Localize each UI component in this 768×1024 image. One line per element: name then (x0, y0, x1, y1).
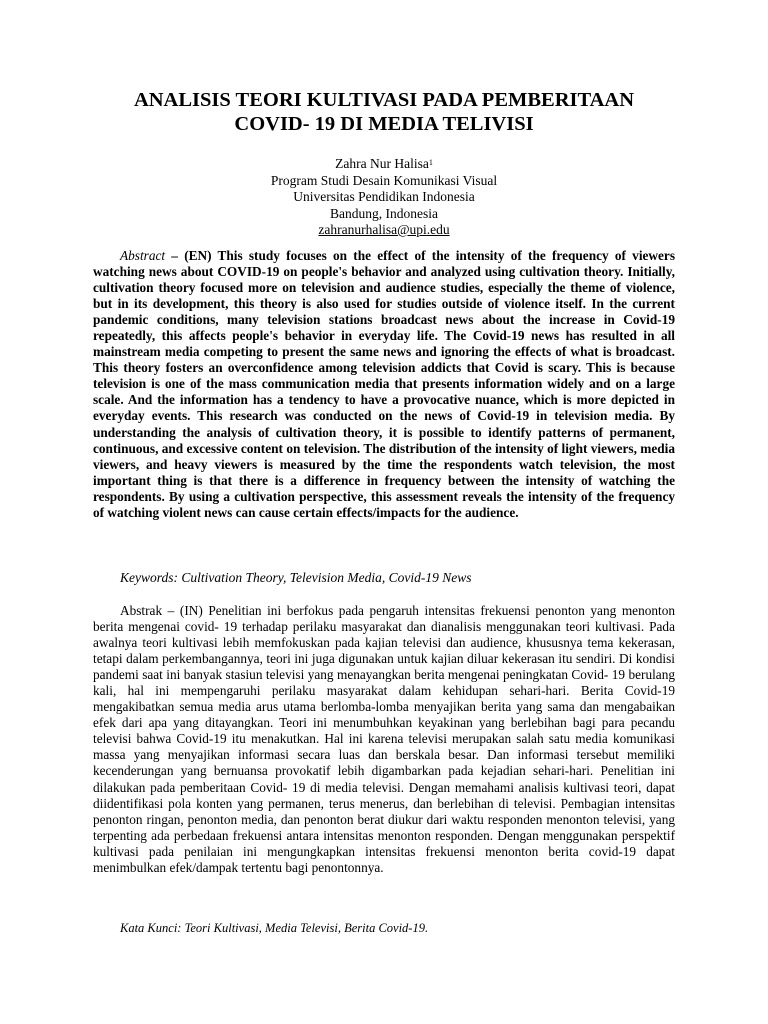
abstract-en-lead: Abstract (120, 248, 166, 263)
author-superscript: 1 (428, 158, 433, 167)
abstract-in-body: (IN) Penelitian ini berfokus pada pengaruh intensitas frekuensi penonton yang menonton berita mengenai covid- 19 terhadap perilaku masyarakat dan dianalisis menggunakan teori kultivasi. Pada awalnya teori kultivasi lebih memfokuskan pada kajian televisi dan audience, khususnya tema kekerasan, tetapi dalam perkembangannya, teori ini juga digunakan untuk kajian diluar kekerasan itu sendiri. Di kondisi pandemi saat ini banyak stasiun televisi yang menayangkan berita mengenai peningkatan Covid- 19 berulang kali, hal ini mempengaruhi perilaku masyarakat dalam kehidupan sehari-hari. Berita Covid-19 mengakibatkan semua media arus utama berlomba-lomba menyajikan berita yang sama dan mengabaikan efek dari apa yang ditayangkan. Teori ini menumbuhkan keyakinan yang berlebihan bagi para pecandu televisi bahwa Covid-19 itu menakutkan. Hal ini karena televisi merupakan salah satu media komunikasi massa yang menyajikan informasi secara luas dan berskala besar. Dan informasi tersebut memiliki kecenderungan yang bernuansa provokatif lebih digambarkan pada kejadian sehari-hari. Penelitian ini dilakukan pada pemberitaan Covid- 19 di media televisi. Dengan memahami analisis kultivasi teori, dapat diidentifikasi pola konten yang permanen, terus menerus, dan berlebihan di televisi. Pembagian intensitas penonton ringan, penonton media, dan penonton berat diukur dari waktu responden menonton televisi, yang terpenting ada perbedaan frekuensi antara intensitas menonton responden. Dengan menggunakan perspektif kultivasi pada penilaian ini mengungkapkan intensitas frekuensi menonton berita covid-19 dapat menimbulkan efek/dampak tertentu bagi penontonnya. (93, 603, 676, 875)
abstract-in-dash: – (162, 603, 180, 618)
abstract-en-dash: – (165, 248, 185, 263)
keywords-english: Keywords: Cultivation Theory, Television Media, Covid-19 News (120, 570, 472, 585)
title-line-2: COVID- 19 DI MEDIA TELIVISI (234, 113, 534, 135)
abstract-english (93, 248, 675, 521)
author-email[interactable]: zahranurhalisa@upi.edu (318, 222, 450, 237)
abstract-indonesian (93, 603, 675, 876)
paper-title (60, 88, 708, 136)
abstract-in-lead: Abstrak (120, 603, 163, 618)
author-location: Bandung, Indonesia (330, 205, 438, 221)
author-name-line (60, 156, 708, 173)
keywords-indonesian: Kata Kunci: Teori Kultivasi, Media Televisi, Berita Covid-19. (120, 921, 429, 935)
author-program: Program Studi Desain Komunikasi Visual (270, 172, 498, 188)
author-university: Universitas Pendidikan Indonesia (293, 189, 475, 204)
author-name: Zahra Nur Halisa (335, 156, 429, 171)
author-block (60, 156, 708, 239)
title-line-1: ANALISIS TEORI KULTIVASI PADA PEMBERITAAN (133, 89, 635, 111)
abstract-en-body: (EN) This study focuses on the effect of the intensity of the frequency of viewers watching news about COVID-19 on people's behavior and analyzed using cultivation theory. Initially, cultivation theory focused more on television and audience studies, especially the theme of violence, but in its development, this theory is also used for studies outside of violence itself. In the current pandemic conditions, many television stations broadcast news about the increase in Covid-19 repeatedly, this affects people's behavior in everyday life. The Covid-19 news has resulted in all mainstream media competing to present the same news and ignoring the effects of what is broadcast. This theory fosters an overconfidence among television addicts that Covid is scary. This is because television is one of the mass communication media that presents information widely and on a large scale. And the information has a tendency to have a provocative nuance, which is more depicted in everyday events. This research was conducted on the news of Covid-19 in television media. By understanding the analysis of cultivation theory, it is possible to identify patterns of permanent, continuous, and excessive content on television. The distribution of the intensity of light viewers, media viewers, and heavy viewers is measured by the time the respondents watch television, the most important thing is that there is a difference in frequency between the intensity of watching the respondents. By using a cultivation perspective, this assessment reveals the intensity of the frequency of watching violent news can cause certain effects/impacts for the audience. (93, 248, 676, 520)
